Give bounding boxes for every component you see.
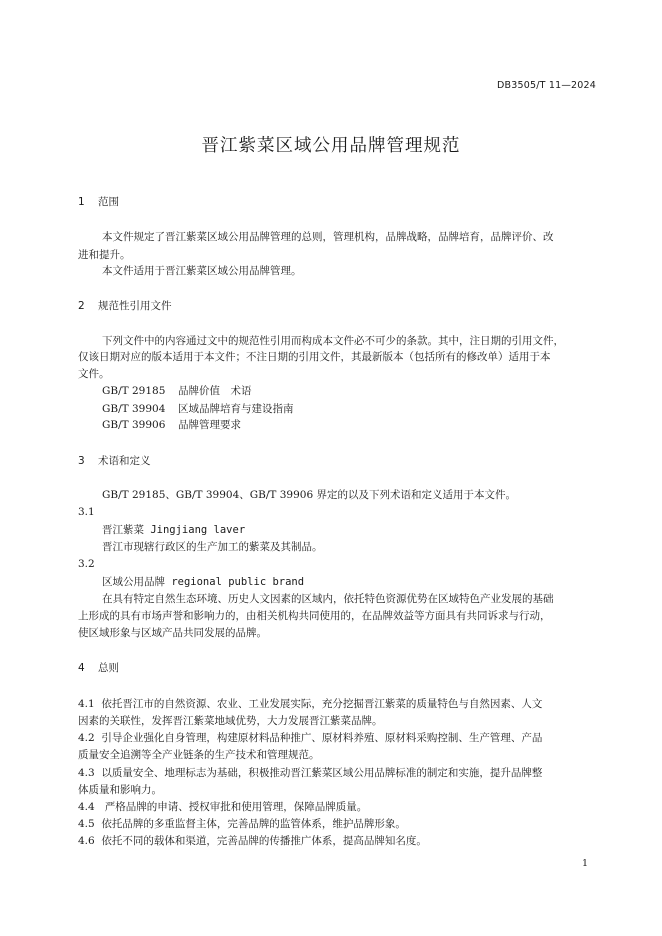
section-title: 术语和定义: [98, 455, 151, 467]
section-title: 规范性引用文件: [98, 300, 172, 312]
clause-number: 4.4: [78, 801, 95, 813]
clause-4-3: [78, 764, 542, 782]
paragraph-line: 文件。: [78, 368, 110, 380]
reference-code: GB/T 29185: [102, 385, 166, 397]
paragraph-line: 进和提升。: [78, 249, 131, 261]
section-title: 范围: [98, 196, 119, 208]
clause-4-6: [78, 832, 427, 850]
clause-text: 严格品牌的申请、授权审批和使用管理，保障品牌质量。: [104, 801, 368, 813]
clause-number: 4.2: [78, 732, 95, 744]
clause-text: 依托品牌的多重监督主体，完善品牌的监管体系，维护品牌形象。: [101, 818, 406, 830]
section-number: 2: [78, 300, 85, 312]
section-title: 总则: [98, 662, 119, 674]
paragraph-line: 下列文件中的内容通过文中的规范性引用而构成本文件必不可少的条款。其中，注日期的引用文件，: [102, 335, 564, 347]
clause-4-1: [78, 695, 542, 713]
reference-name: 品牌价值 术语: [178, 385, 252, 397]
term-definition: 晋江市现辖行政区的生产加工的紫菜及其制品。: [102, 541, 323, 553]
term-definition: 使区域形象与区域产品共同发展的品牌。: [78, 627, 267, 639]
clause-text: 质量安全追溯等全产业链条的生产技术和管理规范。: [78, 749, 320, 761]
clause-number: 4.5: [78, 818, 95, 830]
section-3-heading: [78, 453, 151, 468]
clause-text: 以质量安全、地理标志为基础，积极推动晋江紫菜区域公用品牌标准的制定和实施，提升品牌整: [101, 767, 543, 779]
reference-code: GB/T 39904: [102, 403, 166, 415]
term-number: 3.1: [78, 506, 95, 518]
clause-number: 4.3: [78, 767, 95, 779]
section-1-heading: [78, 194, 119, 209]
term-number: 3.2: [78, 558, 95, 570]
section-number: 4: [78, 662, 85, 674]
paragraph-line: 本文件规定了晋江紫菜区域公用品牌管理的总则，管理机构，品牌战略，品牌培育，品牌评价、改: [102, 231, 554, 243]
clause-4-2: [78, 729, 542, 747]
reference-item: [102, 382, 252, 400]
clause-number: 4.6: [78, 835, 95, 847]
reference-code: GB/T 39906: [102, 419, 166, 431]
page-number: 1: [581, 858, 588, 869]
clause-text: 因素的关联性，发挥晋江紫菜地域优势，大力发展晋江紫菜品牌。: [78, 715, 383, 727]
reference-name: 区域品牌培育与建设指南: [178, 403, 294, 415]
term-title: 区域公用品牌 regional public brand: [102, 576, 305, 588]
reference-name: 品牌管理要求: [178, 419, 241, 431]
reference-item: [102, 416, 241, 434]
term-definition: 在具有特定自然生态环境、历史人文因素的区域内，依托特色资源优势在区域特色产业发展的基础: [102, 593, 554, 605]
section-4-heading: [78, 660, 119, 675]
paragraph-line: GB/T 29185、GB/T 39904、GB/T 39906 界定的以及下列术语和定义适用于本文件。: [102, 489, 516, 501]
document-number: DB3505/T 11—2024: [497, 80, 596, 91]
section-2-heading: [78, 298, 172, 313]
paragraph-line: 本文件适用于晋江紫菜区域公用品牌管理。: [102, 265, 302, 277]
clause-text: 依托不同的载体和渠道，完善品牌的传播推广体系，提高品牌知名度。: [101, 835, 427, 847]
page-title: 晋江紫菜区域公用品牌管理规范: [201, 136, 461, 156]
clause-text: 体质量和影响力。: [78, 784, 162, 796]
section-number: 1: [78, 196, 85, 208]
term-title: 晋江紫菜 Jingjiang laver: [102, 524, 246, 536]
clause-4-5: [78, 815, 406, 833]
paragraph-line: 仅该日期对应的版本适用于本文件；不注日期的引用文件，其最新版本（包括所有的修改单）适用于本: [78, 351, 551, 363]
clause-text: 依托晋江市的自然资源、农业、工业发展实际，充分挖掘晋江紫菜的质量特色与自然因素、人文: [101, 698, 543, 710]
clause-number: 4.1: [78, 698, 95, 710]
section-number: 3: [78, 455, 85, 467]
term-definition: 上形成的具有市场声誉和影响力的，由相关机构共同使用的，在品牌效益等方面具有共同诉求与行动，: [78, 610, 551, 622]
clause-text: 引导企业强化自身管理，构建原材料品种推广、原材料养殖、原材料采购控制、生产管理、产品: [101, 732, 543, 744]
clause-4-4: [78, 798, 367, 816]
